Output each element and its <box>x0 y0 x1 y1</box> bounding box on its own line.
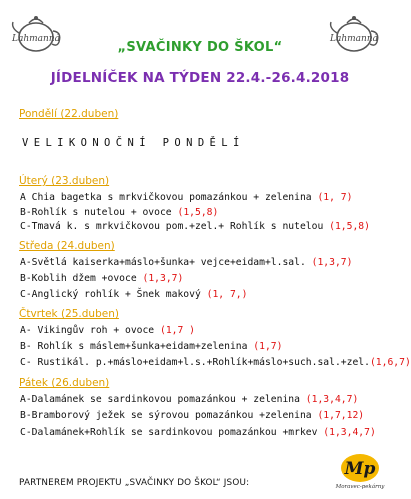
menu-item-text: A Chia bagetka s mrkvičkovou pomazánkou + zelenina <box>20 192 318 203</box>
page-title: „SVAČINKY DO ŠKOL“ <box>117 40 283 55</box>
partner-text: PARTNEREM PROJEKTU „SVAČINKY DO ŠKOL“ JSOU: <box>19 478 250 488</box>
menu-item-text: C-Tmavá k. s mrkvičkovou pom.+zel.+ Rohlík s nutelou <box>20 221 330 232</box>
logo-text: Lahmanná <box>12 34 60 44</box>
menu-item-text: C- Rustikál. p.+máslo+eidam+l.s.+Rohlík+máslo+such.sal.+zel. <box>20 357 370 368</box>
menu-item-text: A- Vikingův roh + ovoce <box>20 325 160 336</box>
day-heading-friday: Pátek (26.duben) <box>19 377 110 389</box>
teapot-icon <box>8 10 64 56</box>
menu-item <box>20 410 364 421</box>
menu-item <box>20 207 218 218</box>
allergen-codes: (1,5,8) <box>329 221 370 232</box>
menu-item-text: A-Dalamánek se sardinkovou pomazánkou + zelenina <box>20 394 306 405</box>
day-heading-monday: Pondělí (22.duben) <box>19 108 119 120</box>
menu-item <box>20 273 183 284</box>
allergen-codes: (1,5,8) <box>177 207 219 218</box>
allergen-codes: (1,6,7) <box>369 357 411 368</box>
day-heading-thursday: Čtvrtek (25.duben) <box>19 308 119 320</box>
menu-item <box>20 289 247 300</box>
partner-caption: Moravec-pekárny <box>335 484 385 490</box>
menu-item-text: A-Světlá kaiserka+máslo+šunka+ vejce+eidam+l.sal. <box>20 257 312 268</box>
menu-item-text: C-Anglický rohlík + Šnek makový <box>20 289 207 300</box>
teapot-icon <box>326 10 382 56</box>
day-heading-tuesday: Úterý (23.duben) <box>19 175 110 187</box>
mp-logo-icon <box>331 452 389 484</box>
menu-item <box>20 341 282 352</box>
menu-item-text: C-Dalamánek+Rohlík se sardinkovou pomazánkou +mrkev <box>20 427 324 438</box>
partner-logo-mark: Mp <box>344 459 376 479</box>
menu-item <box>20 357 411 368</box>
allergen-codes: (1,7) <box>253 341 283 352</box>
allergen-codes: (1, 7,) <box>206 289 248 300</box>
allergen-codes: (1,7 ) <box>159 325 195 336</box>
allergen-codes: (1,3,4,7) <box>305 394 359 405</box>
allergen-codes: (1, 7) <box>317 192 353 203</box>
allergen-codes: (1,7,12) <box>317 410 365 421</box>
menu-item-text: B-Bramborový ježek se sýrovou pomazánkou +zelenina <box>20 410 318 421</box>
menu-item <box>20 221 370 232</box>
menu-item <box>20 394 358 405</box>
menu-subtitle: JÍDELNÍČEK NA TÝDEN 22.4.-26.4.2018 <box>50 70 350 86</box>
teapot-logo-right <box>326 10 382 56</box>
allergen-codes: (1,3,4,7) <box>323 427 376 438</box>
day-heading-wednesday: Středa (24.duben) <box>19 240 115 252</box>
teapot-logo-left <box>8 10 64 56</box>
menu-item <box>20 325 195 336</box>
holiday-note: VELIKONOČNÍ PONDĚLÍ <box>22 137 245 149</box>
allergen-codes: (1,3,7) <box>311 257 353 268</box>
allergen-codes: (1,3,7) <box>142 273 184 284</box>
menu-item-text: B-Koblih džem +ovoce <box>20 273 143 284</box>
menu-item-text: B-Rohlík s nutelou + ovoce <box>20 207 178 218</box>
menu-item <box>20 192 352 203</box>
menu-item-text: B- Rohlík s máslem+šunka+eidam+zelenina <box>20 341 254 352</box>
logo-text: Lahmanná <box>330 34 378 44</box>
menu-item <box>20 427 376 438</box>
menu-item <box>20 257 352 268</box>
